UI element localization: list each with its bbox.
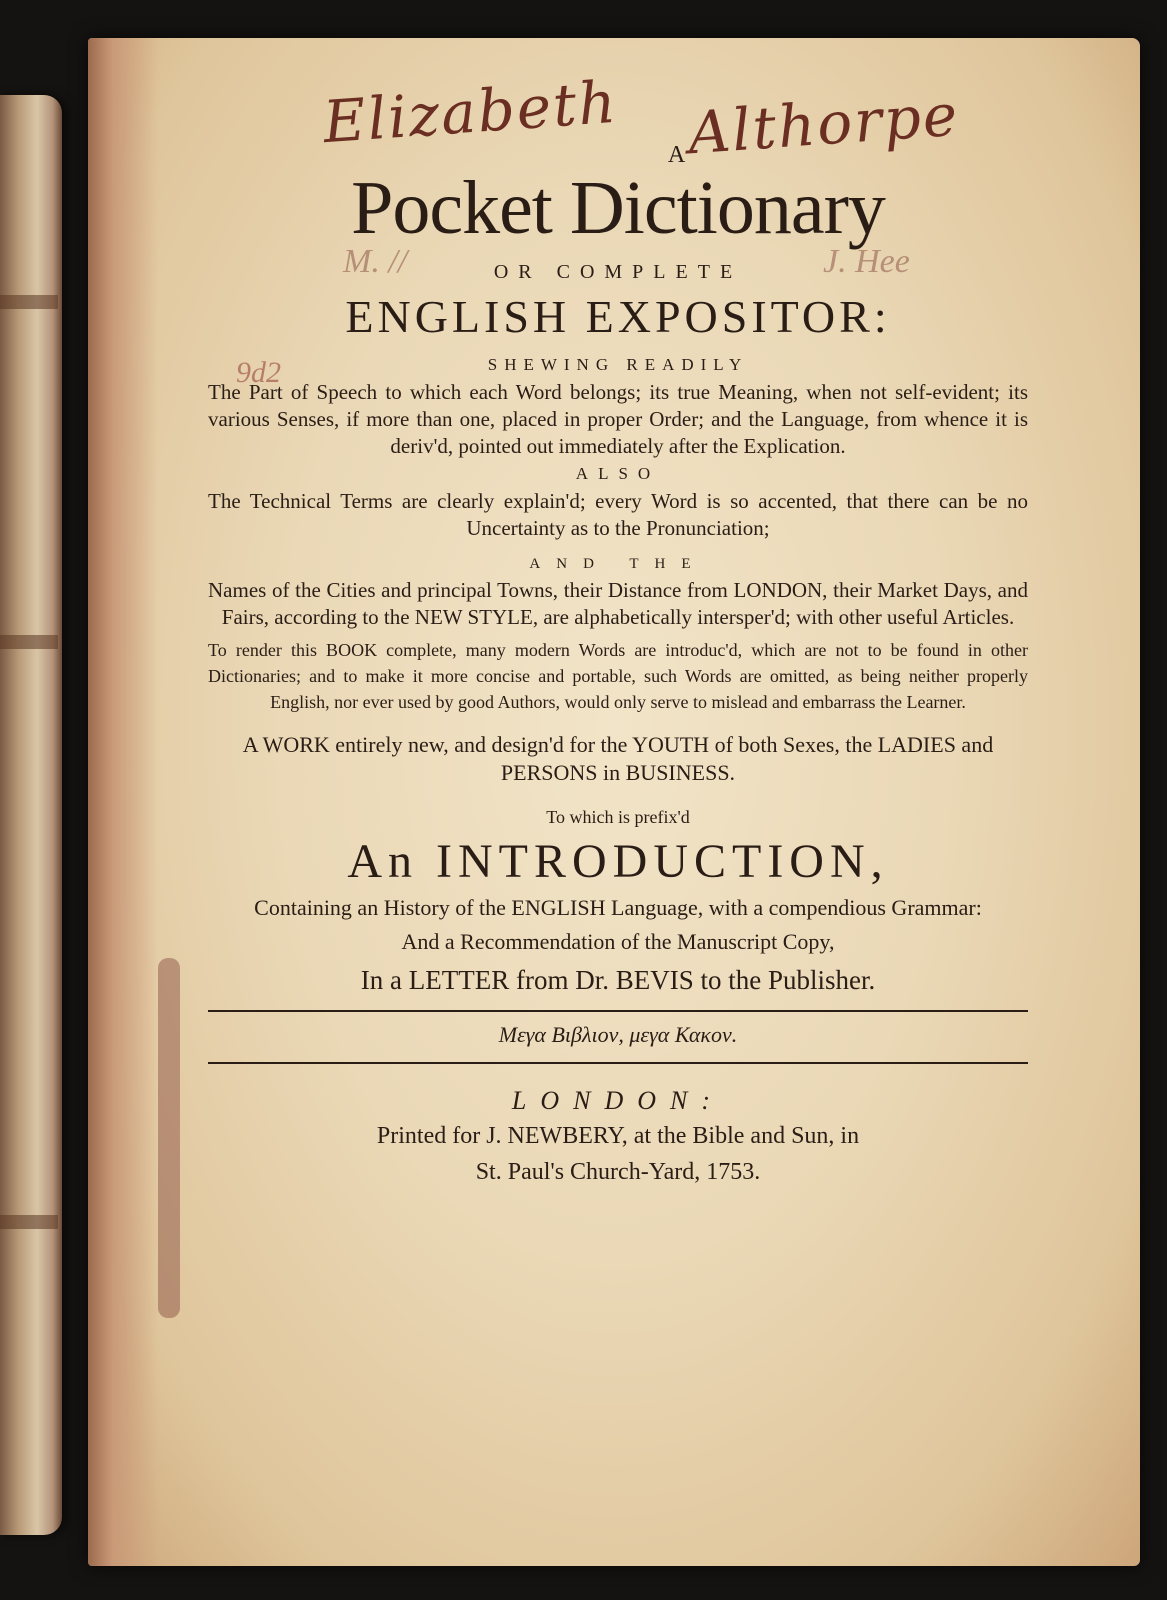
imprint-printer: Printed for J. NEWBERY, at the Bible and Sun, in — [376, 1123, 860, 1149]
greek-motto: Μεγα Βιβλιον, μεγα Κακον. — [498, 1022, 738, 1047]
prefix-line: To which is prefix'd — [546, 807, 690, 827]
title-page — [88, 38, 1140, 1566]
handwritten-signature-last: Althorpe — [685, 80, 962, 168]
divider-top — [208, 1010, 1028, 1012]
and-the-heading: AND THE — [529, 556, 707, 572]
description-paragraph-3: Names of the Cities and principal Towns, their Distance from LONDON, their Market Days, and Fairs, according to the NEW STYLE, are alphabetically intersper'd; with other useful Articles. — [208, 578, 1028, 629]
page-stain — [158, 958, 180, 1318]
binding-tear — [0, 1215, 58, 1229]
imprint-city: LONDON: — [511, 1086, 725, 1115]
work-audience: A WORK entirely new, and design'd for the YOUTH of both Sexes, the LADIES and PERSONS in BUSINESS. — [242, 732, 994, 785]
divider-bottom — [208, 1062, 1028, 1064]
title-page-text — [208, 108, 1028, 1188]
faded-inscription-left: M. // — [343, 243, 408, 280]
shewing-heading: SHEWING READILY — [487, 355, 749, 374]
subtitle-main: ENGLISH EXPOSITOR: — [345, 291, 891, 342]
recommendation-line: And a Recommendation of the Manuscript Copy, — [401, 929, 835, 954]
letter-line: In a LETTER from Dr. BEVIS to the Publisher. — [360, 965, 876, 995]
main-title: Pocket Dictionary — [351, 166, 885, 250]
spine-edge — [88, 38, 158, 1566]
binding-tear — [0, 635, 58, 649]
imprint-address: St. Paul's Church-Yard, 1753. — [475, 1159, 761, 1185]
faded-inscription-right: J. Hee — [823, 243, 910, 280]
introduction-heading: An INTRODUCTION, — [347, 835, 889, 888]
underlying-book-edge — [0, 95, 62, 1535]
description-paragraph-1: The Part of Speech to which each Word belongs; its true Meaning, when not self-evident; its various Senses, if more than one, placed in proper Order; and the Language, from whence it is deriv'd, pointed out immediately after the Explication. — [208, 380, 1028, 458]
handwritten-signature-first: Elizabeth — [320, 67, 620, 157]
title-article: A — [667, 142, 689, 168]
history-line: Containing an History of the ENGLISH Language, with a compendious Grammar: — [254, 895, 982, 920]
pencil-note: 9d2 — [236, 356, 281, 389]
description-paragraph-2: The Technical Terms are clearly explain'd; every Word is so accented, that there can be no Uncertainty as to the Pronunciation; — [208, 489, 1028, 540]
also-heading: ALSO — [575, 464, 661, 483]
subtitle-or: OR COMPLETE — [493, 261, 743, 283]
binding-tear — [0, 295, 58, 309]
description-paragraph-4: To render this BOOK complete, many modern Words are introduc'd, which are not to be found in other Dictionaries; and to make it more concise and portable, such Words are omitted, as being neither properly English, nor ever used by good Authors, would only serve to mislead and embarrass the Learner. — [208, 640, 1028, 712]
